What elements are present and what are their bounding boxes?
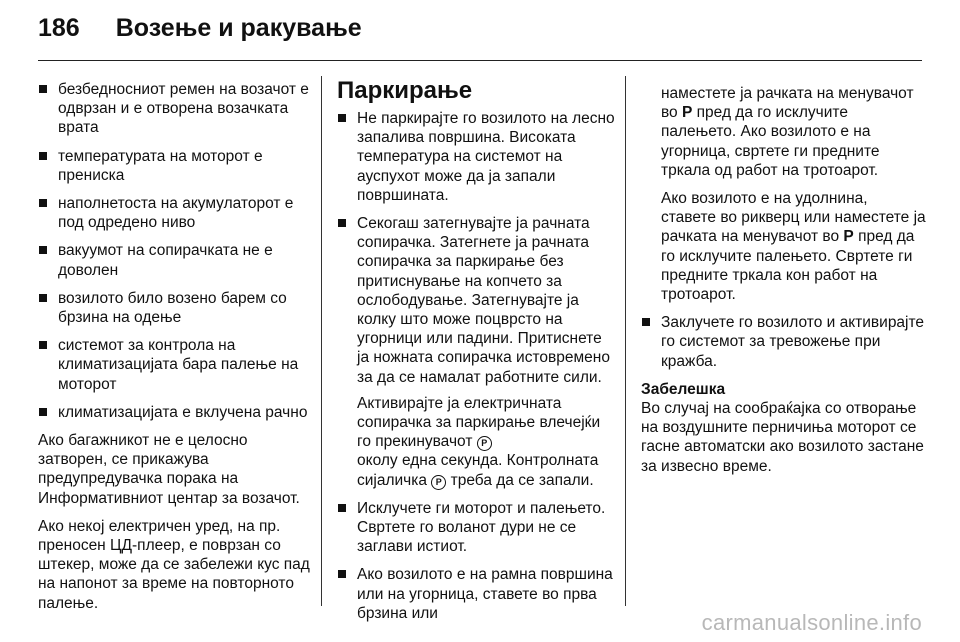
list-item: Секогаш затегнувајте ја рачната сопирачка. Затегнете ја рачната сопирачка за паркирање без притиснување на копчето за ослободување. Затегнувајте ја колку што може поцврсто на угорници или падини. Притиснете ја ножната сопирачка истовремено за да се намалат работните сили. Активирајте ја електричната сопирачка за паркирање влечејќи го прекинувачот P околу една секунда. Контролната сијаличка P треба да се запали. (337, 214, 615, 490)
list-item: наполнетоста на акумулаторот е под одредено ниво (38, 194, 310, 232)
column-divider-right (625, 76, 626, 606)
downhill-paragraph: Ако возилото е на удолнина, ставете во рикверц или наместете ја рачката на менувачот во P пред да го исклучите палењето. Свртете ги предните тркала кон работ на тротоарот. (661, 190, 926, 304)
bullet-square-icon (39, 408, 47, 416)
gear-p-label: P (682, 104, 693, 122)
bullet-square-icon (338, 114, 346, 122)
column-1 (38, 80, 310, 622)
list-item: Ако возилото е на рамна површина или на угорница, ставете во прва брзина или (337, 565, 615, 623)
column-3 (641, 84, 926, 485)
column-2 (337, 76, 615, 632)
note-text: Во случај на сообраќајка со отворање на воздушните перничиња моторот се гасне автоматски ако возилото застане за извесно време. (641, 400, 924, 475)
bullet-square-icon (39, 294, 47, 302)
page-header (38, 14, 362, 54)
trunk-warning-paragraph: Ако багажникот не е целосно затворен, се прикажува предупредувачка порака на Информативниот центар за возачот. (38, 432, 300, 507)
bullet-square-icon (338, 570, 346, 578)
parking-brake-icon: P (477, 436, 492, 451)
list-item: системот за контрола на климатизацијата бара палење на моторот (38, 336, 310, 394)
header-rule (38, 60, 922, 61)
list-item: возилото било возено барем со брзина на одење (38, 289, 310, 327)
voltage-drop-paragraph: Ако некој електричен уред, на пр. преносен ЦД-плеер, е поврзан со штекер, може да се забележи кус пад на напонот за време на повторното палење. (38, 517, 310, 612)
list-item: вакуумот на сопирачката не е доволен (38, 241, 310, 279)
condition-list (38, 80, 310, 422)
list-item: климатизацијата е вклучена рачно (38, 403, 310, 422)
section-heading-parking: Паркирање (337, 77, 473, 104)
uphill-paragraph: наместете ја рачката на менувачот во P пред да го исклучите палењето. Ако возилото е на угорница, свртете ги предните тркала од работ на тротоарот. (661, 85, 914, 179)
bullet-square-icon (39, 246, 47, 254)
parking-brake-lamp-icon: P (431, 475, 446, 490)
bullet-square-icon (338, 504, 346, 512)
watermark: carmanualsonline.info (701, 610, 922, 635)
bullet-square-icon (39, 341, 47, 349)
bullet-square-icon (39, 199, 47, 207)
bullet-square-icon (642, 318, 650, 326)
page-title: Возење и ракување (115, 14, 362, 42)
parking-list (337, 109, 615, 623)
list-item: Не паркирајте го возилото на лесно запалива површина. Високата температура на системот на ауспухот може да ја запали површината. (337, 109, 615, 205)
bullet-square-icon (39, 152, 47, 160)
page-number: 186 (38, 14, 80, 42)
bullet-square-icon (338, 219, 346, 227)
electric-brake-subparagraph: Активирајте ја електричната сопирачка за паркирање влечејќи го прекинувачот P околу една секунда. Контролната сијаличка P треба да се запали. (357, 394, 601, 489)
gear-p-label: P (843, 228, 854, 246)
list-item: температурата на моторот е прениска (38, 147, 310, 185)
list-item: безбедносниот ремен на возачот е одврзан и е отворена возачката врата (38, 80, 310, 138)
lock-list (641, 313, 926, 371)
note-heading: Забелешка (641, 380, 726, 398)
bullet-square-icon (39, 85, 47, 93)
list-item: Заклучете го возилото и активирајте го системот за тревожење при кражба. (641, 313, 926, 371)
list-item: Исклучете ги моторот и палењето. Свртете го воланот дури не се заглави истиот. (337, 499, 615, 557)
column-divider-left (321, 76, 322, 606)
